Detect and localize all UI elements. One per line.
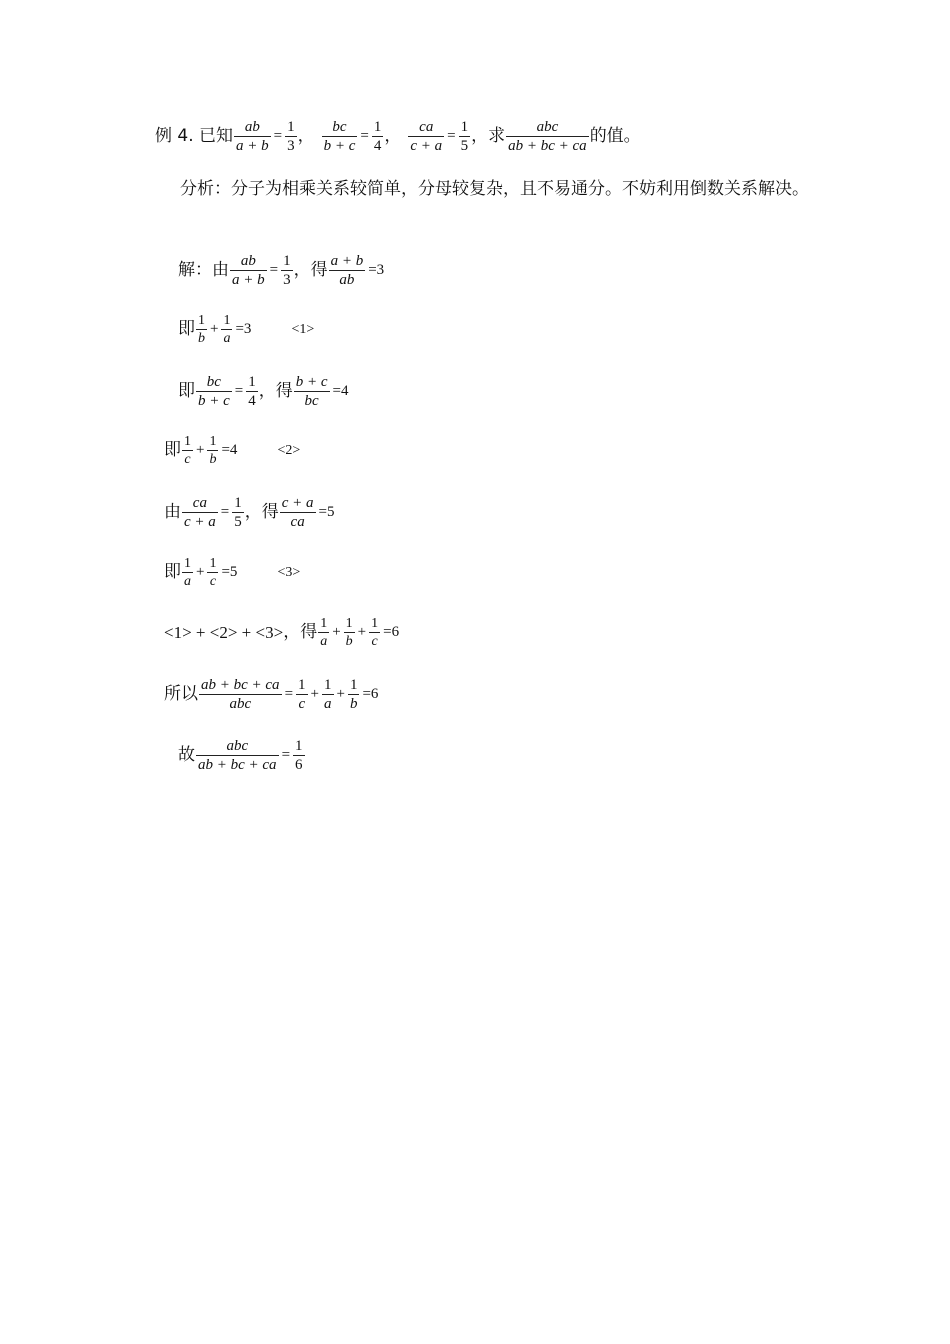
fraction: $\frac{1}{a}$ (320, 616, 328, 649)
solution-step-2: 即 $\frac{1}{b}$ + $\frac{1}{a}$ =3 <1> (178, 313, 315, 346)
fraction: $\frac{1}{a}$ (184, 556, 191, 589)
solution-conclusion: 故 $\frac{\text{abc}}{ab + bc + ca}$ = $\frac{1}{6}$ (178, 738, 303, 773)
fraction: $\frac{ca}{c + a}$ (410, 119, 443, 154)
fraction: $\frac{\text{abc}}{ab + bc + ca}$ (198, 738, 277, 773)
solution-step-6: 即 $\frac{1}{a}$ + $\frac{1}{c}$ =5 <3> (164, 556, 301, 589)
fraction: $\frac{1}{c}$ (184, 434, 191, 467)
solution-step-3: 即 $\frac{bc}{b + c}$ = $\frac{1}{4}$ ，得 $\frac{b + c}{bc}$ =4 (178, 374, 349, 409)
fraction: $\frac{ab}{a + b}$ (236, 119, 269, 154)
example-prefix: 例 4. 已知 (155, 126, 234, 146)
fraction: $\frac{1}{3}$ (283, 253, 291, 288)
solution-step-4: 即 $\frac{1}{c}$ + $\frac{1}{b}$ =4 <2> (164, 434, 301, 467)
fraction: $\frac{1}{4}$ (373, 119, 382, 154)
fraction: $\frac{ab + bc + ca}{\text{abc}}$ (201, 677, 280, 712)
analysis-paragraph: 分析：分子为相乘关系较简单，分母较复杂，且不易通分。不妨利用倒数关系解决。 (180, 179, 809, 199)
example-suffix: 的值。 (589, 126, 641, 146)
fraction: $\frac{1}{a}$ (223, 313, 231, 346)
fraction: $\frac{1}{b}$ (198, 313, 205, 346)
equation-tag: <2> (277, 442, 301, 458)
fraction: $\frac{c + a}{ca}$ (281, 495, 314, 530)
fraction: $\frac{\text{abc}}{ab + bc + ca}$ (508, 119, 587, 154)
fraction: $\frac{1}{5}$ (460, 119, 469, 154)
equation-tag: <1> (291, 321, 315, 337)
fraction: $\frac{1}{c}$ (298, 677, 306, 712)
fraction: $\frac{bc}{b + c}$ (198, 374, 230, 409)
fraction: $\frac{ca}{c + a}$ (184, 495, 216, 530)
solution-step-5: 由 $\frac{ca}{c + a}$ = $\frac{1}{5}$ ，得 $\frac{c + a}{ca}$ =5 (164, 495, 335, 530)
fraction: $\frac{bc}{b + c}$ (323, 119, 356, 154)
fraction: $\frac{1}{c}$ (371, 616, 379, 649)
solution-step-1: 解：由 $\frac{ab}{a + b}$ = $\frac{1}{3}$ ，得 $\frac{a + b}{ab}$ =3 (178, 253, 385, 288)
fraction: $\frac{1}{5}$ (234, 495, 242, 530)
fraction: $\frac{b + c}{bc}$ (295, 374, 328, 409)
fraction: $\frac{ab}{a + b}$ (232, 253, 265, 288)
equation-tag: <3> (277, 564, 301, 580)
solution-step-8: 所以 $\frac{ab + bc + ca}{\text{abc}}$ = $\frac{1}{c}$ + $\frac{1}{a}$ + $\frac{1}{b}$ =6 (164, 677, 379, 712)
fraction: $\frac{1}{6}$ (295, 738, 303, 773)
fraction: $\frac{1}{b}$ (345, 616, 353, 649)
fraction: $\frac{1}{b}$ (209, 434, 217, 467)
fraction: $\frac{1}{c}$ (209, 556, 217, 589)
fraction: $\frac{1}{4}$ (248, 374, 256, 409)
fraction: $\frac{1}{b}$ (349, 677, 358, 712)
fraction: $\frac{a + b}{ab}$ (330, 253, 364, 288)
equation-sum-tags: <1> + <2> + <3> (164, 623, 284, 642)
solution-step-7: <1> + <2> + <3> ，得 $\frac{1}{a}$ + $\frac{1}{b}$ + $\frac{1}{c}$ =6 (164, 616, 400, 649)
fraction: $\frac{1}{a}$ (324, 677, 332, 712)
fraction: $\frac{1}{3}$ (287, 119, 295, 154)
example-statement: 例 4. 已知 $\frac{ab}{a + b}$ = $\frac{1}{3}$ ， $\frac{bc}{b + c}$ = $\frac{1}{4}$ ， $\frac{ca}{c + a}$ = $\frac{1}{5}$ ，求 $\frac{\text{abc}}{ab + bc + ca}$ 的值。 (155, 119, 641, 154)
